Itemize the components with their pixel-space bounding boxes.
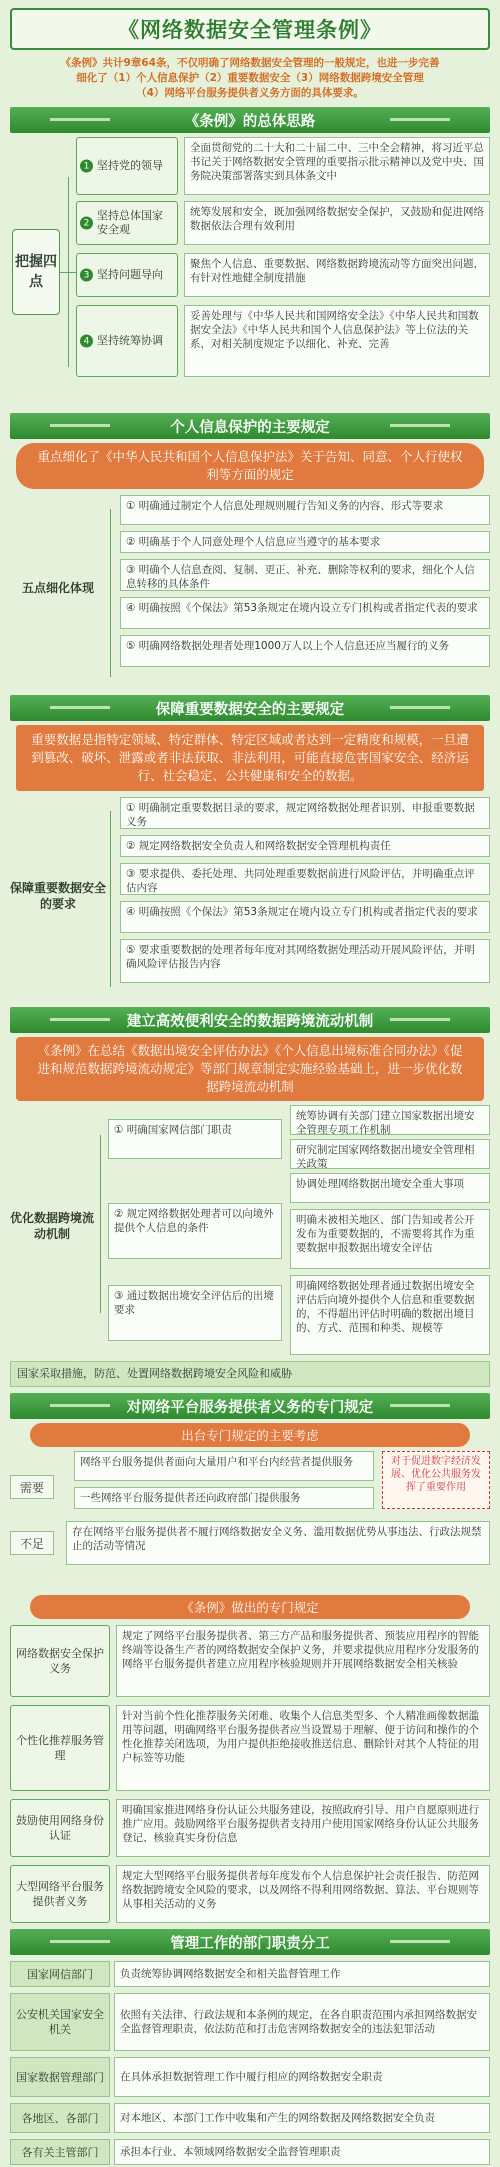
principle-row (76, 253, 490, 297)
personal-info-banner: 重点细化了《中华人民共和国个人信息保护法》关于告知、同意、个人行使权利等方面的规定 (16, 443, 484, 489)
detail-item: ② 规定网络数据安全负责人和网络数据安全管理机构责任 (120, 835, 490, 857)
four-points-label: 把握四点 (12, 229, 60, 315)
section-personal-info (10, 493, 490, 689)
provision-desc: 明确国家推进网络身份认证公共服务建设，按照政府引导、用户自愿原则进行推广应用。鼓励网络平台服务提供者支持用户使用国家网络身份认证公共服务登记、核验真实身份信息 (116, 1799, 490, 1857)
five-points-label: 五点细化体现 (21, 581, 94, 595)
section-header-responsibilities: 管理工作的部门职责分工 (10, 1929, 490, 1955)
number-badge: 4 (80, 335, 93, 348)
department-desc: 对本地区、本部门工作中收集和产生的网络数据及网络数据安全负责 (114, 2103, 490, 2133)
cross-border-point: ③ 通过数据出境安全评估后的出境要求 (108, 1285, 282, 1341)
number-badge: 2 (80, 217, 93, 230)
principle-desc: 妥善处理与《中华人民共和国网络安全法》《中华人民共和国数据安全法》《中华人民共和国个人信息保护法》等上位法的关系，对相关制度规定予以细化、补充、完善 (184, 305, 490, 377)
intro-line: 细化了（1）个人信息保护（2）重要数据安全（3）网络数据跨境安全管理 (76, 72, 424, 84)
principle-label-text: 坚持党的领导 (97, 159, 163, 172)
cross-border-detail: 明确未被相关地区、部门告知或者公开发布为重要数据的，不需要将其作为重要数据申报数据出境安全评估 (290, 1209, 490, 1269)
section-header-overall: 《条例》的总体思路 (10, 107, 490, 133)
principle-row (76, 137, 490, 195)
principle-desc: 聚焦个人信息、重要数据、网络数据跨境流动等方面突出问题，有针对性地健全制度措施 (184, 253, 490, 297)
connector-line (60, 272, 76, 273)
principle-label-text: 坚持总体国家安全观 (97, 209, 163, 236)
section-header-cross-border: 建立高效便利安全的数据跨境流动机制 (10, 1007, 490, 1033)
department-row (10, 2057, 490, 2097)
detail-item: ③ 明确个人信息查阅、复制、更正、补充、删除等权利的要求，细化个人信息转移的具体条件 (120, 559, 490, 591)
principle-label (76, 253, 178, 297)
cross-border-detail: 协调处理网络数据出境安全重大事项 (290, 1173, 490, 1203)
important-data-definition: 重要数据是指特定领域、特定群体、特定区域或者达到一定精度和规模，一旦遭到篡改、破坏、泄露或者非法获取、非法利用，可能直接危害国家安全、经济运行、社会稳定、公共健康和安全的数据。 (16, 725, 484, 791)
intro-line: 《条例》共计9章64条，不仅明确了网络数据安全管理的一般规定，也进一步完善 (60, 57, 440, 69)
need-label: 需要 (10, 1475, 54, 1499)
provision-label: 网络数据安全保护义务 (10, 1625, 110, 1697)
principle-desc: 统筹发展和安全，既加强网络数据安全保护，又鼓励和促进网络数据依法合理有效利用 (184, 201, 490, 245)
cross-border-risk-band: 国家采取措施，防范、处置网络数据跨境安全风险和威胁 (10, 1361, 490, 1387)
detail-item: ④ 明确按照《个保法》第53条规定在境内设立专门机构或者指定代表的要求 (120, 901, 490, 933)
provision-label: 个性化推荐服务管理 (10, 1705, 110, 1791)
need-item: 一些网络平台服务提供者还向政府部门提供服务 (74, 1487, 374, 1509)
need-item: 网络平台服务提供者面向大量用户和平台内经营者提供服务 (74, 1451, 374, 1481)
department-label: 国家网信部门 (10, 1961, 110, 1987)
provision-desc: 规定大型网络平台服务提供者每年度发布个人信息保护社会责任报告、防范网络数据跨境安全风险的要求，以及网络不得利用网络数据、算法、平台规则等从事相关活动的义务 (116, 1865, 490, 1923)
section-header-important-data: 保障重要数据安全的主要规定 (10, 695, 490, 721)
subheader-considerations: 出台专门规定的主要考虑 (30, 1423, 470, 1447)
department-label: 各地区、各部门 (10, 2103, 110, 2133)
detail-item: ② 明确基于个人同意处理个人信息应当遵守的基本要求 (120, 531, 490, 553)
department-label: 国家数据管理部门 (10, 2057, 110, 2097)
special-provisions-block (0, 1623, 500, 1923)
cross-border-banner: 《条例》在总结《数据出境安全评估办法》《个人信息出境标准合同办法》《促进和规范数据跨境流动规定》等部门规章制定实施经验基础上，进一步优化数据跨境流动机制 (16, 1037, 484, 1101)
connector-line (110, 811, 111, 987)
provision-desc: 针对当前个性化推荐服务关闭难、收集个人信息类型多、个人精准画像数据滥用等问题，明确网络平台服务提供者应当设置易于理解、便于访问和操作的个性化推荐关闭选项，为用户提供拒绝接收推送信息、删除针对其个人特征的用户标签等功能 (116, 1705, 490, 1791)
department-label: 公安机关国家安全机关 (10, 1993, 110, 2051)
provision-label: 大型网络平台服务提供者义务 (10, 1865, 110, 1923)
department-row (10, 2139, 490, 2165)
importance-note: 对于促进数字经济发展、优化公共服务发挥了重要作用 (382, 1451, 490, 1509)
principle-label-text: 坚持问题导向 (97, 268, 163, 281)
intro-line: （4）网络平台服务提供者义务方面的具体要求。 (136, 87, 364, 99)
principle-desc: 全面贯彻党的二十大和二十届二中、三中全会精神，将习近平总书记关于网络数据安全管理的重要指示批示精神以及党中央、国务院决策部署落实到具体条文中 (184, 137, 490, 195)
department-row (10, 1993, 490, 2051)
principle-row (76, 305, 490, 377)
cross-border-detail: 统筹协调有关部门建立国家数据出境安全管理专项工作机制 (290, 1105, 490, 1135)
number-badge: 1 (80, 160, 93, 173)
department-label: 各有关主管部门 (10, 2139, 110, 2165)
principle-label (76, 137, 178, 195)
number-badge: 3 (80, 269, 93, 282)
intro-text (16, 56, 484, 101)
cross-border-label: 优化数据跨境流动机制 (10, 1211, 95, 1241)
principle-label-text: 坚持统筹协调 (97, 334, 163, 347)
cross-border-detail: 明确网络数据处理者通过数据出境安全评估后向境外提供个人信息和重要数据的，不得超出评估时明确的数据出境目的、方式、范围和种类、规模等 (290, 1275, 490, 1355)
considerations-block (10, 1451, 490, 1591)
principle-label (76, 305, 178, 377)
detail-item: ③ 要求提供、委托处理、共同处理重要数据前进行风险评估，并明确重点评估内容 (120, 863, 490, 895)
principle-label (76, 201, 178, 245)
department-desc: 依照有关法律、行政法规和本条例的规定，在各自职责范围内承担网络数据安全监督管理职责，依法防范和打击危害网络数据安全的违法犯罪活动 (114, 1993, 490, 2051)
department-desc: 负责统筹协调网络数据安全和相关监督管理工作 (114, 1961, 490, 1987)
detail-item: ① 明确制定重要数据目录的要求，规定网络数据处理者识别、申报重要数据义务 (120, 797, 490, 829)
provision-row (10, 1705, 490, 1791)
section-cross-border (10, 1105, 490, 1359)
page-title: 《网络数据安全管理条例》 (10, 8, 490, 50)
department-desc: 在具体承担数据管理工作中履行相应的网络数据安全职责 (114, 2057, 490, 2097)
section-important-data (10, 795, 490, 1001)
section-overall (10, 137, 490, 407)
responsibilities-block (0, 1959, 500, 2167)
principle-row (76, 201, 490, 245)
department-row (10, 2103, 490, 2133)
section-header-platform: 对网络平台服务提供者义务的专门规定 (10, 1393, 490, 1419)
section-header-personal-info: 个人信息保护的主要规定 (10, 413, 490, 439)
provision-row (10, 1625, 490, 1697)
detail-item: ④ 明确按照《个保法》第53条规定在境内设立专门机构或者指定代表的要求 (120, 597, 490, 629)
provision-label: 鼓励使用网络身份认证 (10, 1799, 110, 1857)
subheader-special-provisions: 《条例》做出的专门规定 (30, 1595, 470, 1619)
cross-border-detail: 研究制定国家网络数据出境安全管理相关政策 (290, 1139, 490, 1169)
provision-row (10, 1799, 490, 1857)
lack-label: 不足 (10, 1531, 54, 1555)
important-data-requirements-label: 保障重要数据安全的要求 (10, 881, 107, 911)
department-desc: 承担本行业、本领域网络数据安全监督管理职责 (114, 2139, 490, 2165)
department-row (10, 1961, 490, 1987)
connector-line (100, 1135, 101, 1313)
connector-line (110, 509, 111, 677)
cross-border-point: ① 明确国家网信部门职责 (108, 1119, 282, 1159)
lack-text: 存在网络平台服务提供者不履行网络数据安全义务、滥用数据优势从事违法、行政法规禁止的活动等情况 (66, 1521, 490, 1565)
provision-desc: 规定了网络平台服务提供者、第三方产品和服务提供者、预装应用程序的智能终端等设备生产者的网络数据安全保护义务，并要求提供应用程序分发服务的网络平台服务提供者建立应用程序核验规则并开展网络数据安全相关核验 (116, 1625, 490, 1697)
cross-border-point: ② 规定网络数据处理者可以向境外提供个人信息的条件 (108, 1203, 282, 1259)
detail-item: ⑤ 明确网络数据处理者处理1000万人以上个人信息还应当履行的义务 (120, 635, 490, 667)
provision-row (10, 1865, 490, 1923)
detail-item: ① 明确通过制定个人信息处理规则履行告知义务的内容、形式等要求 (120, 495, 490, 525)
detail-item: ⑤ 要求重要数据的处理者每年度对其网络数据处理活动开展风险评估，并明确风险评估报告内容 (120, 939, 490, 983)
